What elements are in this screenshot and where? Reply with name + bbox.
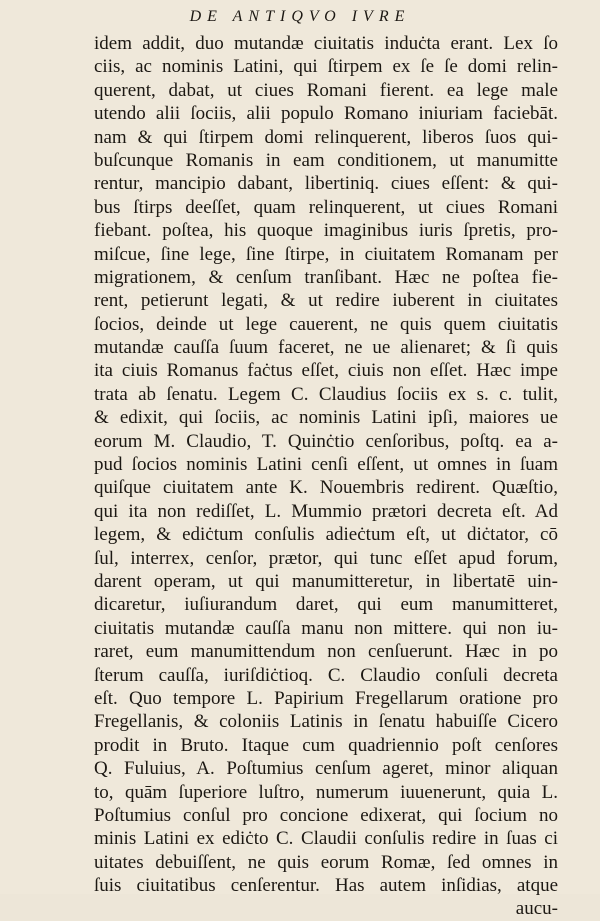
text-line: uitates debuiſſent, ne quis eorum Romæ, ſed omnes in [94,851,558,873]
body-text [94,32,558,921]
text-line: pud ſocios nominis Latini cenſi eſſent, ut omnes in ſuam [94,454,558,476]
text-line: querent, dabat, ut ciues Romani fierent. ea lege male [94,79,558,101]
text-line: ſul, interrex, cenſor, prætor, qui tunc eſſet apud forum, [94,547,558,569]
text-line: rent, petierunt legati, & ut redire iuberent in ciuitates [94,290,558,312]
text-line: aucu- [515,898,558,920]
text-line: legem, & ediċtum conſulis adieċtum eſt, ut diċtator, cō [94,524,558,546]
text-line: to, quām ſuperiore luſtro, numerum iuuenerunt, quia L. [94,781,558,803]
text-line: migrationem, & cenſum tranſibant. Hæc ne poſtea fie- [94,266,558,288]
text-line: bus ſtirps deeſſet, quam relinquerent, ut ciues Romani [94,196,558,218]
text-line: dicaretur, iuſiurandum daret, qui eum manumitteret, [94,594,558,616]
text-line: ciis, ac nominis Latini, qui ſtirpem ex ſe ſe domi relin- [94,56,558,78]
text-line: ſuis ciuitatibus cenſerentur. Has autem inſidias, atque [94,875,558,897]
text-line: idem addit, duo mutandæ ciuitatis induċta erant. Lex ſo [94,33,558,54]
text-line: prodit in Bruto. Itaque cum quadriennio poſt cenſores [94,734,558,756]
text-line: Poſtumius conſul pro concione edixerat, qui ſocium no [94,804,558,826]
text-line: nam & qui ſtirpem domi relinquerent, liberos ſuos qui- [94,126,558,148]
text-line: darent operam, ut qui manumitteretur, in libertatē uin- [94,570,558,592]
text-line: utendo alii ſociis, alii populo Romano iniuriam faciebāt. [94,103,558,125]
text-line: qui ita non rediſſet, L. Mummio prætori decreta eſt. Ad [94,500,558,522]
text-line: ſocios, deinde ut lege cauerent, ne quis quem ciuitatis [94,313,558,335]
text-line: ciuitatis mutandæ cauſſa manu non mittere. qui non iu- [94,617,558,639]
text-line: mutandæ cauſſa ſuum faceret, ne ue alienaret; & ſi quis [94,337,558,359]
text-line: buſcunque Romanis in eam conditionem, ut manumitte [94,149,558,171]
text-line: fiebant. poſtea, his quoque imaginibus iuris ſpretis, pro- [94,220,558,242]
text-line: rentur, mancipio dabant, libertiniq. ciues eſſent: & qui- [94,173,558,195]
text-line: eſt. Quo tempore L. Papirium Fregellarum oratione pro [94,687,558,709]
text-line: Fregellanis, & coloniis Latinis in ſenatu habuiſſe Cicero [94,711,558,733]
text-line: & edixit, qui ſociis, ac nominis Latini ipſi, maiores ue [94,407,558,429]
text-line: ſterum cauſſa, iuriſdiċtioq. C. Claudio conſuli decreta [94,664,558,686]
text-line: minis Latini ex ediċto C. Claudii conſulis redire in ſuas ci [94,828,558,850]
text-line: eorum M. Claudio, T. Quinċtio cenſoribus, poſtq. ea a- [94,430,558,452]
text-line: quiſque ciuitatem ante K. Nouembris redirent. Quæſtio, [94,477,558,499]
text-line: Q. Fuluius, A. Poſtumius cenſum ageret, minor aliquan [94,758,558,780]
text-line: ita ciuis Romanus faċtus eſſet, ciuis non eſſet. Hæc impe [94,360,558,382]
text-line: raret, eum manumittendum non cenſuerunt. Hæc in po [94,641,558,663]
text-line: miſcue, ſine lege, ſine ſtirpe, in ciuitatem Romanam per [94,243,558,265]
running-head: DE ANTIQVO IVRE [189,8,411,25]
text-line: trata ab ſenatu. Legem C. Claudius ſociis ex s. c. tulit, [94,383,558,405]
